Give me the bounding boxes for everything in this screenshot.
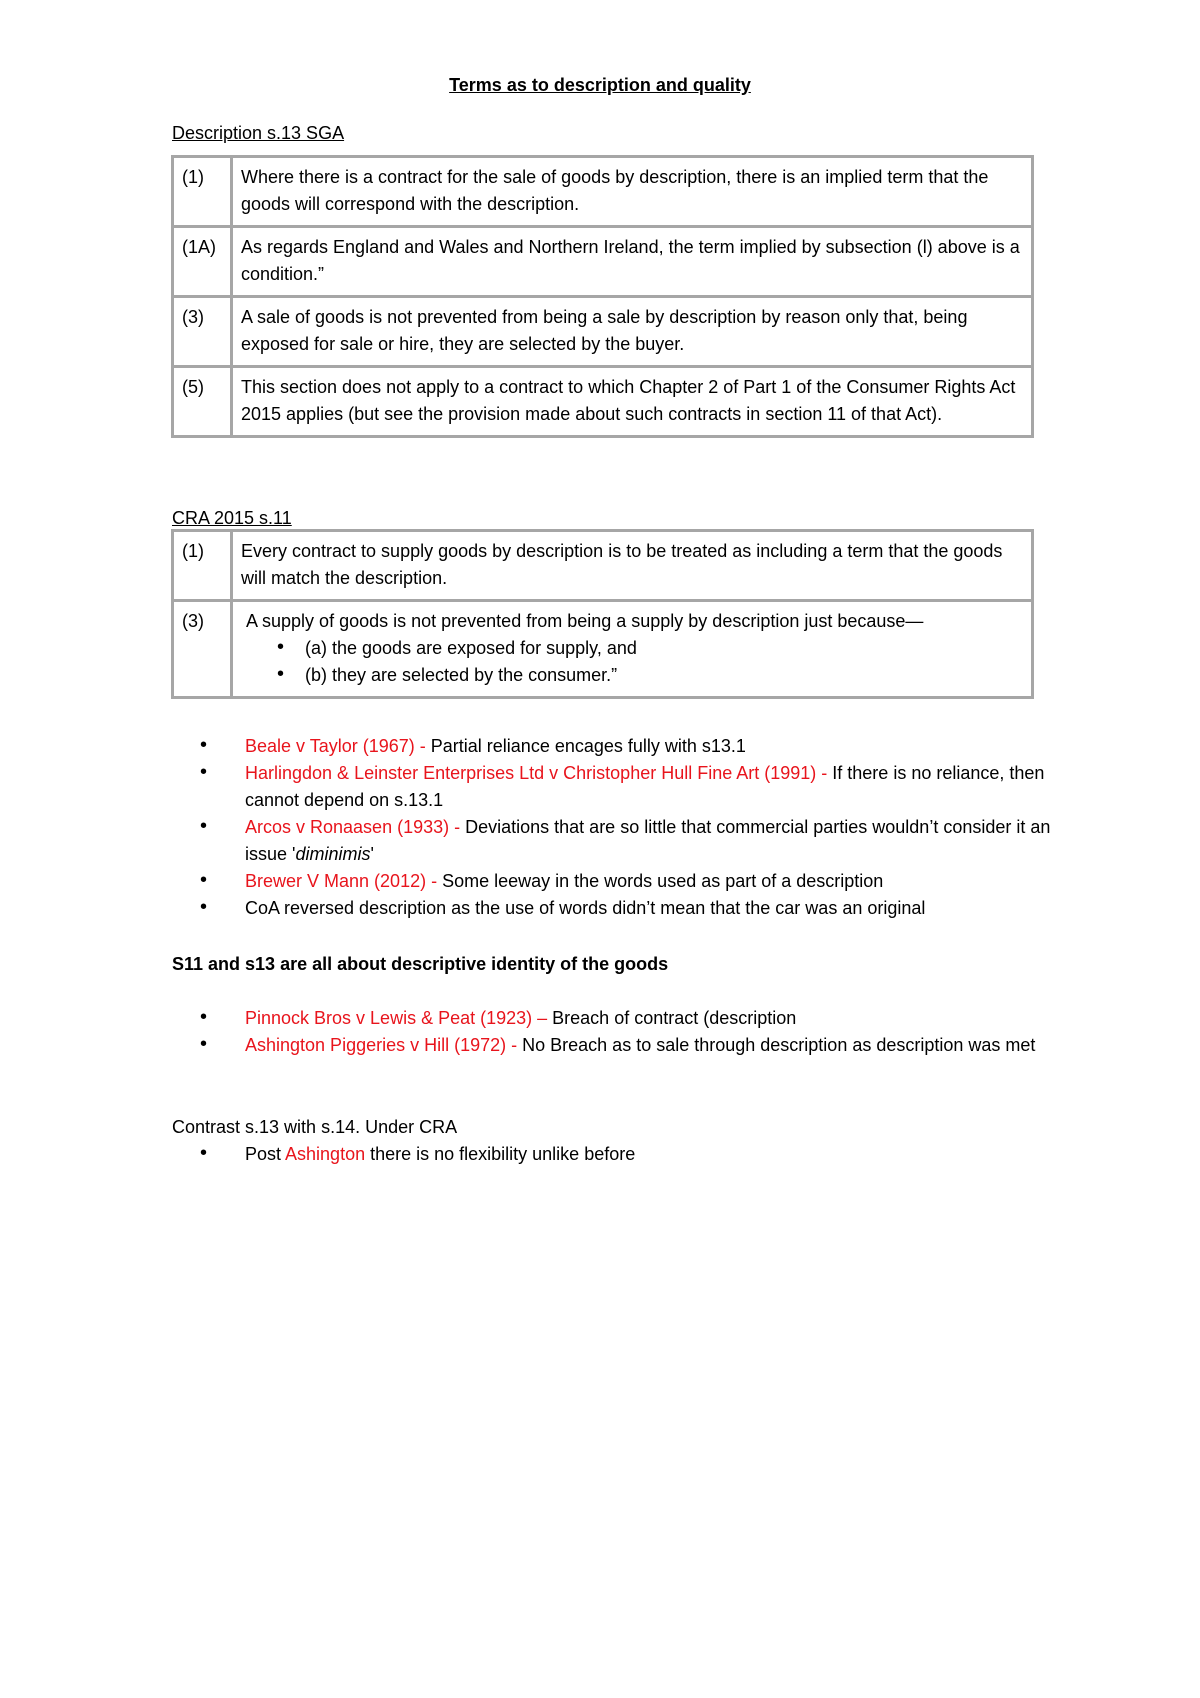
list-item <box>200 1141 1060 1168</box>
case-name: Harlingdon & Leinster Enterprises Ltd v Christopher Hull Fine Art (1991) - <box>245 763 828 783</box>
list-item <box>200 868 1060 895</box>
list-item: • (b) they are selected by the consumer.” <box>277 662 1021 689</box>
case-note: there is no flexibility unlike before <box>365 1144 636 1164</box>
page-title: Terms as to description and quality <box>449 75 751 95</box>
list-item <box>200 1005 1060 1032</box>
subsection-text: A supply of goods is not prevented from being a supply by description just because— <box>241 611 924 631</box>
subsection-text: Every contract to supply goods by description is to be treated as including a term that the goods will match the description. <box>232 531 1033 601</box>
subsection-number: (5) <box>173 367 232 437</box>
contrast-line: Contrast s.13 with s.14. Under CRA <box>172 1117 458 1137</box>
case-term: diminimis <box>295 844 371 864</box>
subsection-list <box>241 635 1021 689</box>
table-row <box>173 531 1033 601</box>
case-note: Deviations that are so little that commercial parties wouldn’t consider it an issue ' <box>245 817 1051 864</box>
table-row <box>173 601 1033 698</box>
subsection-number: (3) <box>173 601 232 698</box>
table-row <box>173 367 1033 437</box>
case-note: No Breach as to sale through description as description was met <box>517 1035 1036 1055</box>
subsection-text: A sale of goods is not prevented from being a sale by description by reason only that, being exposed for sale or hire, they are selected by the buyer. <box>232 297 1033 367</box>
subsection-text: Where there is a contract for the sale of goods by description, there is an implied term that the goods will correspond with the description. <box>232 157 1033 227</box>
case-note-pre: Post <box>245 1144 286 1164</box>
case-name: Ashington Piggeries v Hill (1972) - <box>245 1035 518 1055</box>
table-row <box>173 227 1033 297</box>
case-name: Arcos v Ronaasen (1933) - <box>245 817 461 837</box>
case-list-reliance <box>200 733 1060 922</box>
subsection-text-cell <box>232 601 1033 698</box>
cra-section-table <box>171 529 1034 699</box>
list-item <box>200 895 1060 922</box>
subsection-number: (1A) <box>173 227 232 297</box>
case-list-contrast <box>200 1141 1060 1168</box>
case-note: Partial reliance encages fully with s13.1 <box>425 736 746 756</box>
list-item <box>200 733 1060 760</box>
case-note: If there is no reliance, then cannot depend on s.13.1 <box>245 763 1045 810</box>
list-item <box>200 760 1060 814</box>
sga-section-table <box>171 155 1034 438</box>
sga-heading: Description s.13 SGA <box>172 123 345 143</box>
case-name: Brewer V Mann (2012) - <box>245 871 438 891</box>
subsection-number: (3) <box>173 297 232 367</box>
list-item <box>200 814 1060 868</box>
table-row <box>173 297 1033 367</box>
summary-statement: S11 and s13 are all about descriptive identity of the goods <box>172 954 669 974</box>
subsection-text: This section does not apply to a contract to which Chapter 2 of Part 1 of the Consumer Rights Act 2015 applies (but see the provision made about such contracts in section 11 of that Act). <box>232 367 1033 437</box>
case-name: Pinnock Bros v Lewis & Peat (1923) – <box>245 1008 548 1028</box>
case-name: Ashington <box>285 1144 366 1164</box>
subsection-number: (1) <box>173 531 232 601</box>
case-note: Breach of contract (description <box>547 1008 797 1028</box>
table-row <box>173 157 1033 227</box>
subsection-number: (1) <box>173 157 232 227</box>
case-note: CoA reversed description as the use of words didn’t mean that the car was an original <box>245 898 926 918</box>
list-item <box>200 1032 1060 1059</box>
case-note: Some leeway in the words used as part of a description <box>437 871 884 891</box>
case-note-end: ' <box>370 844 374 864</box>
list-item: • (a) the goods are exposed for supply, and <box>277 635 1021 662</box>
case-list-breach <box>200 1005 1060 1059</box>
cra-heading: CRA 2015 s.11 <box>172 508 292 528</box>
case-name: Beale v Taylor (1967) - <box>245 736 426 756</box>
subsection-text: As regards England and Wales and Northern Ireland, the term implied by subsection (l) above is a condition.” <box>232 227 1033 297</box>
